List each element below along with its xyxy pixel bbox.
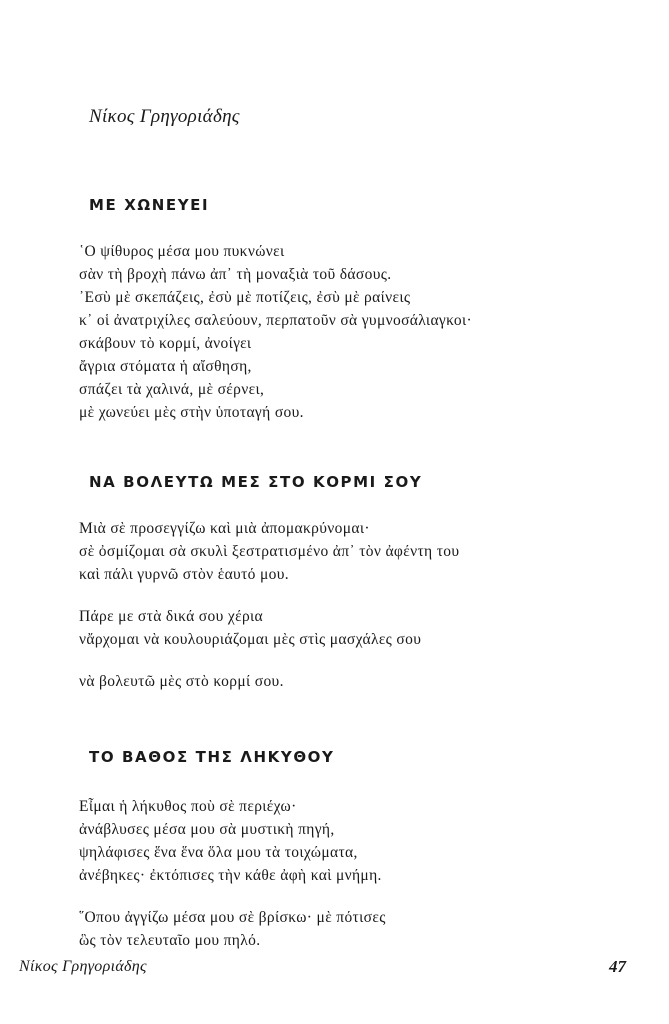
- poem-line: ἀνέβηκες· ἐκτόπισες τὴν κάθε ἀφὴ καὶ μνήμη.: [79, 867, 382, 884]
- poem-line: καὶ πάλι γυρνῶ στὸν ἑαυτό μου.: [79, 566, 289, 583]
- stanza: [79, 795, 386, 887]
- footer-author: Νίκος Γρηγοριάδης: [19, 958, 147, 975]
- poem-line: ᾽Εσὺ μὲ σκεπάζεις, ἐσὺ μὲ ποτίζεις, ἐσὺ μὲ ραίνεις: [79, 289, 411, 306]
- poem-line: σκάβουν τὸ κορμί, ἀνοίγει: [79, 335, 252, 352]
- poem-line: νὰ βολευτῶ μὲς στὸ κορμί σου.: [79, 673, 284, 690]
- poem-line: ῞Οπου ἀγγίζω μέσα μου σὲ βρίσκω· μὲ πότισες: [79, 909, 386, 926]
- poem-line: μὲ χωνεύει μὲς στὴν ὑποταγή σου.: [79, 404, 304, 421]
- poem-line: ὣς τὸν τελευταῖο μου πηλό.: [79, 932, 261, 949]
- stanza: [79, 240, 472, 424]
- poem-line: Πάρε με στὰ δικά σου χέρια: [79, 608, 264, 625]
- poem-title-me-choneyei: ΜΕ ΧΩΝΕΥΕΙ: [89, 196, 210, 214]
- stanza: [79, 906, 386, 952]
- poem-line: νἄρχομαι νὰ κουλουριάζομαι μὲς στὶς μασχάλες σου: [79, 631, 422, 648]
- poem-line: ῾Ο ψίθυρος μέσα μου πυκνώνει: [79, 243, 285, 260]
- poem-line: ἀνάβλυσες μέσα μου σὰ μυστικὴ πηγή,: [79, 821, 335, 838]
- poem-line: σπάζει τὰ χαλινά, μὲ σέρνει,: [79, 381, 265, 398]
- poem-line: ἄγρια στόματα ἡ αἴσθηση,: [79, 358, 252, 375]
- poem-title-na-voleyto: ΝΑ ΒΟΛΕΥΤΩ ΜΕΣ ΣΤΟ ΚΟΡΜΙ ΣΟΥ: [89, 473, 423, 491]
- poem-line: Μιὰ σὲ προσεγγίζω καὶ μιὰ ἀπομακρύνομαι·: [79, 520, 370, 537]
- poem-line: κ᾽ οἱ ἀνατριχίλες σαλεύουν, περπατοῦν σὰ γυμνοσάλιαγκοι·: [79, 312, 473, 329]
- stanza: [79, 517, 459, 586]
- author-heading: Νίκος Γρηγοριάδης: [89, 106, 240, 127]
- poem-body-me-choneyei: [79, 240, 472, 424]
- poem-line: Εἶμαι ἡ λήκυθος ποὺ σὲ περιέχω·: [79, 798, 297, 815]
- page-number: 47: [609, 957, 626, 976]
- poem-body-na-voleyto: [79, 517, 459, 693]
- poem-line: ψηλάφισες ἕνα ἕνα ὅλα μου τὰ τοιχώματα,: [79, 844, 358, 861]
- poem-line: σὰν τὴ βροχὴ πάνω ἀπ᾽ τὴ μοναξιὰ τοῦ δάσους.: [79, 266, 392, 283]
- stanza: [79, 605, 459, 651]
- poem-line: σὲ ὀσμίζομαι σὰ σκυλὶ ξεστρατισμένο ἀπ᾽ τὸν ἀφέντη του: [79, 543, 460, 560]
- poem-body-to-vathos: [79, 795, 386, 952]
- poem-title-to-vathos: ΤΟ ΒΑΘΟΣ ΤΗΣ ΛΗΚΥΘΟΥ: [89, 748, 335, 766]
- stanza: [79, 670, 459, 693]
